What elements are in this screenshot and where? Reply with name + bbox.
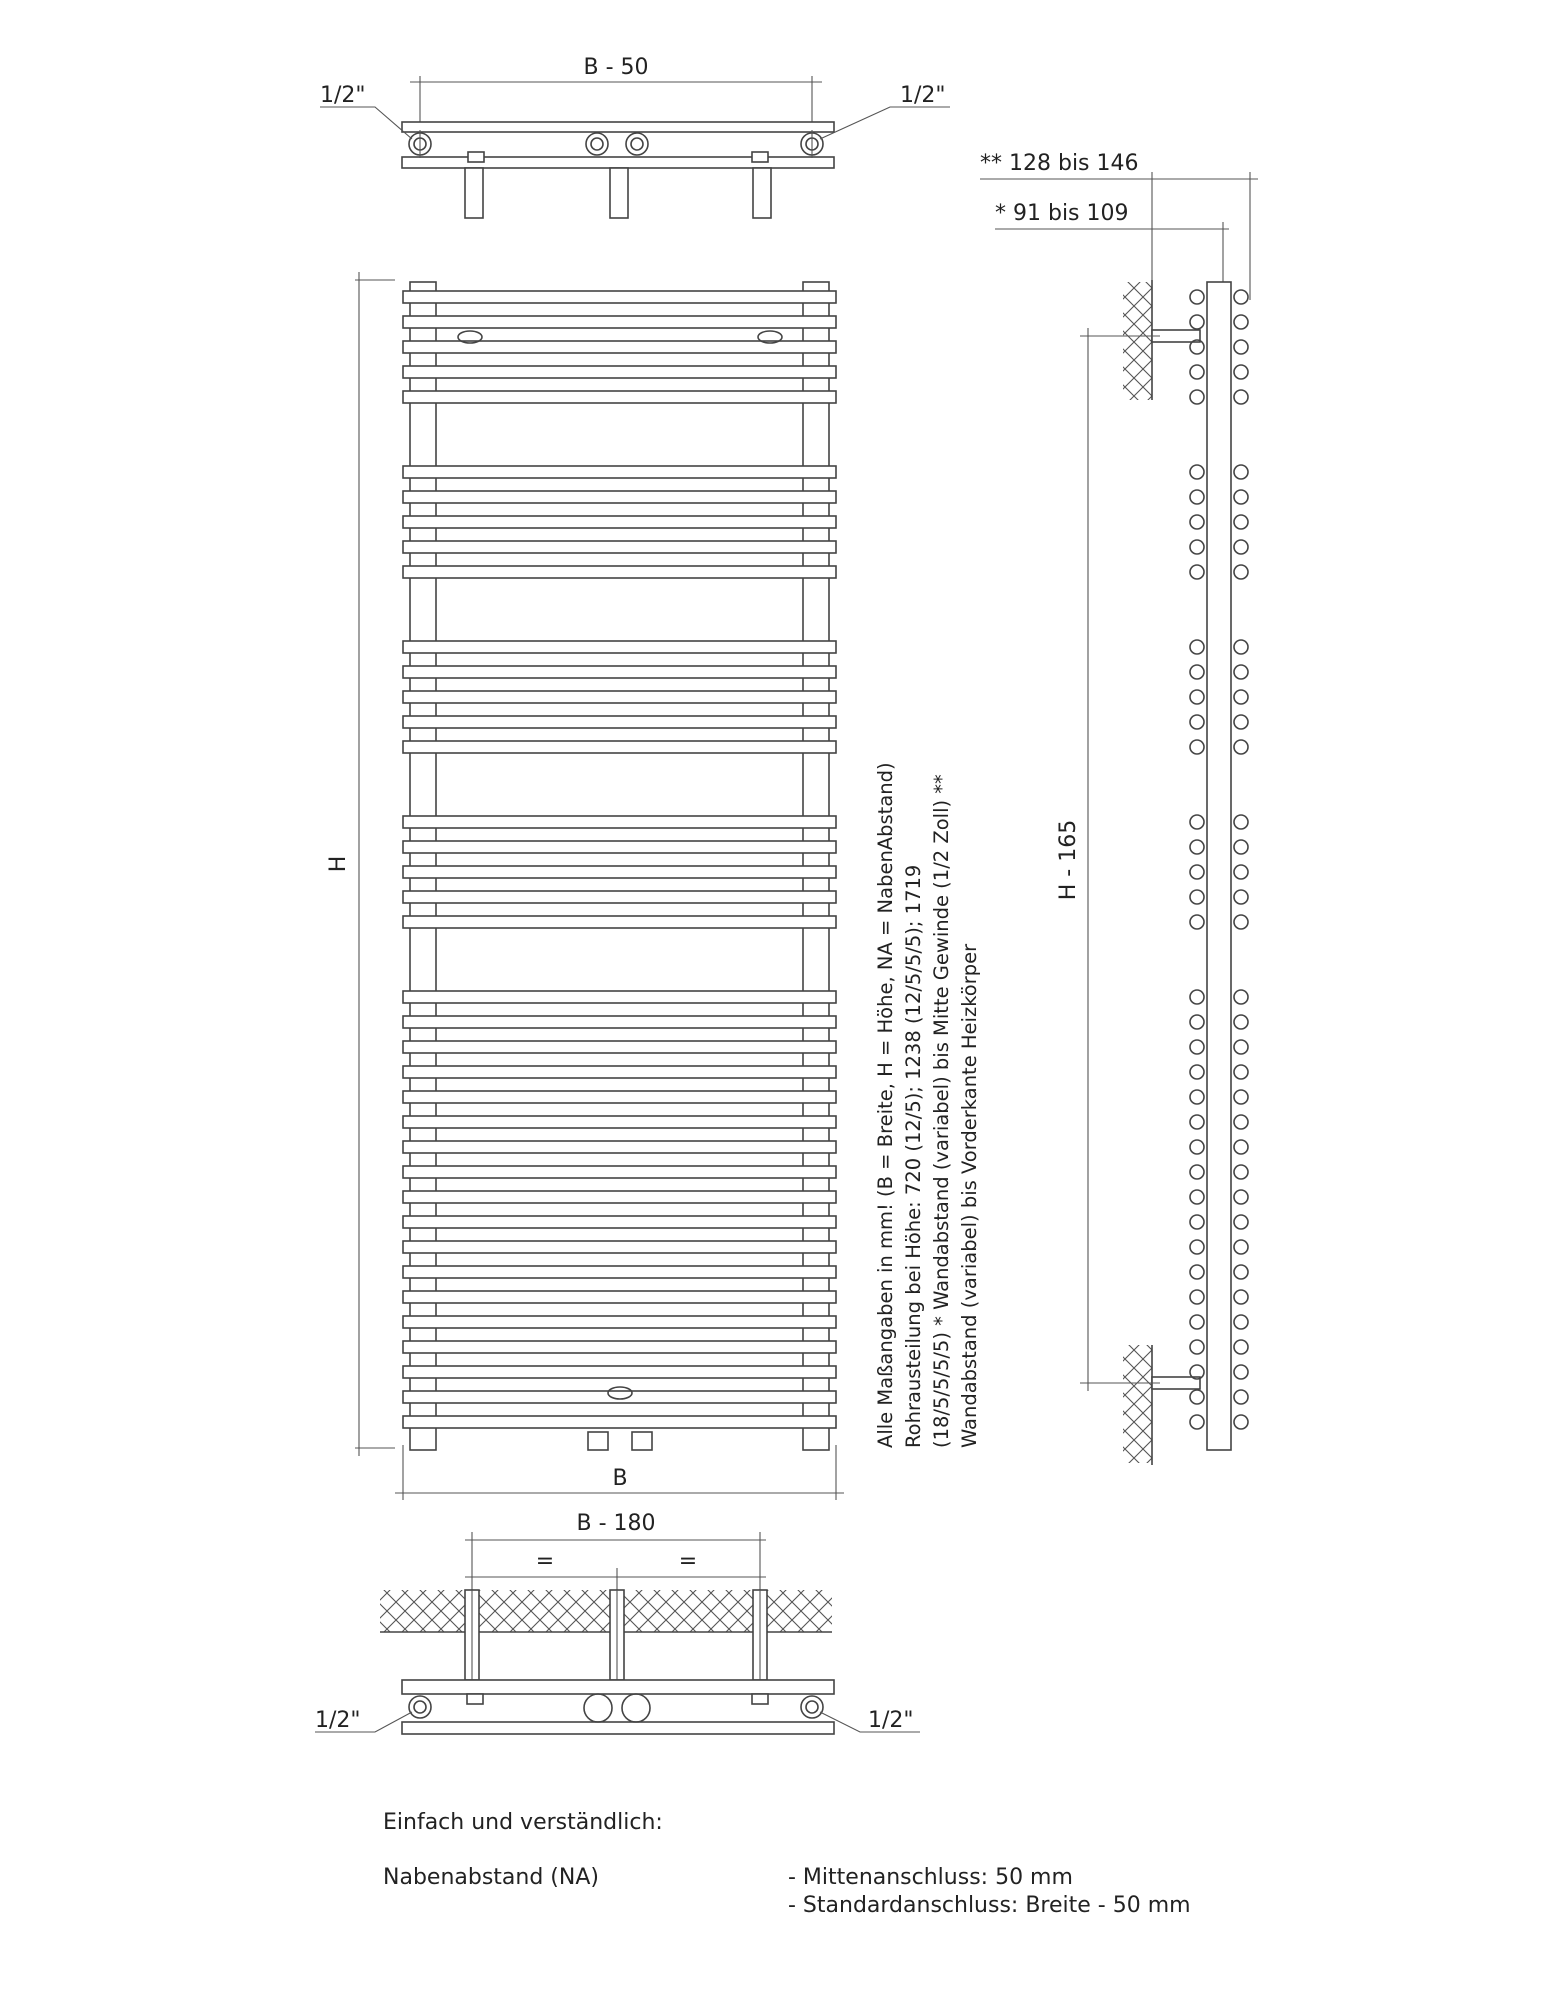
tube-section: [1234, 740, 1248, 754]
heating-bar: [403, 1416, 836, 1428]
tube-section: [1190, 1240, 1204, 1254]
heating-bar: [403, 1041, 836, 1053]
heating-bar: [403, 366, 836, 378]
heating-bar: [403, 316, 836, 328]
note-line-1: Alle Maßangaben in mm! (B = Breite, H = Höhe, NA = NabenAbstand): [874, 762, 897, 1448]
top-dim-label: B - 50: [583, 55, 649, 80]
tube-section: [1234, 1415, 1248, 1429]
heating-bar: [403, 741, 836, 753]
tube-section: [1190, 465, 1204, 479]
heating-bar: [403, 1291, 836, 1303]
tube-section: [1190, 1115, 1204, 1129]
tube-section: [1234, 1065, 1248, 1079]
thread-fitting-bottom-left-icon: [409, 1696, 431, 1718]
tube-section: [1190, 715, 1204, 729]
heating-bar: [403, 1341, 836, 1353]
tube-section: [1190, 1415, 1204, 1429]
footer-label: Nabenabstand (NA): [383, 1865, 599, 1890]
tube-section: [1234, 1390, 1248, 1404]
front-width-label: B: [612, 1466, 628, 1491]
tube-section: [1190, 540, 1204, 554]
heating-bar: [403, 666, 836, 678]
tube-section: [1190, 390, 1204, 404]
tube-section: [1234, 1365, 1248, 1379]
thread-fitting-left-icon: [409, 130, 431, 158]
heating-bar: [403, 716, 836, 728]
heating-bar: [403, 466, 836, 478]
heating-bar: [403, 841, 836, 853]
tube-section: [1190, 1190, 1204, 1204]
tube-section: [1234, 690, 1248, 704]
bottom-dim-label: B - 180: [576, 1511, 656, 1536]
tube-section: [1190, 665, 1204, 679]
heating-bar: [403, 1391, 836, 1403]
top-view: [320, 55, 950, 218]
tube-section: [1234, 515, 1248, 529]
heating-bar: [403, 1266, 836, 1278]
tube-section: [1190, 1090, 1204, 1104]
tube-section: [1234, 1315, 1248, 1329]
note-line-3: (18/5/5/5/5) * Wandabstand (variabel) bis Mitte Gewinde (1/2 Zoll) **: [930, 774, 953, 1448]
tube-section: [1190, 840, 1204, 854]
tube-section: [1234, 1090, 1248, 1104]
heating-bar: [403, 1066, 836, 1078]
thread-fitting-right-icon: [801, 130, 823, 158]
heating-bar: [403, 1166, 836, 1178]
front-view: [326, 272, 844, 1500]
front-height-label: H: [326, 855, 351, 873]
heating-bar: [403, 541, 836, 553]
bottom-view: [315, 1511, 920, 1734]
tube-section: [1190, 1315, 1204, 1329]
side-view: [980, 151, 1258, 1465]
tube-section: [1234, 1215, 1248, 1229]
tube-section: [1190, 515, 1204, 529]
tube-section: [1234, 990, 1248, 1004]
heating-bar: [403, 916, 836, 928]
tube-section: [1190, 1265, 1204, 1279]
heating-bar: [403, 1241, 836, 1253]
heating-bar: [403, 691, 836, 703]
footer-line-2: - Standardanschluss: Breite - 50 mm: [788, 1893, 1191, 1918]
heating-bar: [403, 391, 836, 403]
tube-section: [1190, 865, 1204, 879]
side-dim-inner-label: * 91 bis 109: [995, 201, 1129, 226]
tube-section: [1234, 1165, 1248, 1179]
heating-bar: [403, 291, 836, 303]
note-line-2: Rohrausteilung bei Höhe: 720 (12/5); 1238 (12/5/5/5); 1719: [902, 864, 925, 1448]
tube-section: [1190, 1340, 1204, 1354]
tube-section: [1190, 365, 1204, 379]
bottom-equal-left: =: [535, 1549, 555, 1574]
heating-bar: [403, 1116, 836, 1128]
tube-section: [1190, 1215, 1204, 1229]
heating-bar: [403, 641, 836, 653]
tube-section: [1190, 565, 1204, 579]
tube-section: [1234, 840, 1248, 854]
bottom-thread-right-label: 1/2": [868, 1708, 914, 1733]
tube-section: [1190, 690, 1204, 704]
bottom-thread-left-label: 1/2": [315, 1708, 361, 1733]
tube-section: [1190, 890, 1204, 904]
thread-fitting-bottom-right-icon: [801, 1696, 823, 1718]
notes-block: [874, 762, 981, 1448]
tube-section: [1190, 1390, 1204, 1404]
tube-section: [1234, 1140, 1248, 1154]
tube-section: [1234, 1015, 1248, 1029]
tube-section: [1190, 1140, 1204, 1154]
tube-section: [1190, 815, 1204, 829]
heating-bar: [403, 566, 836, 578]
tube-section: [1234, 540, 1248, 554]
heating-bar: [403, 516, 836, 528]
footer-heading: Einfach und verständlich:: [383, 1810, 663, 1835]
tube-section: [1234, 1115, 1248, 1129]
tube-section: [1234, 1190, 1248, 1204]
tube-section: [1234, 1265, 1248, 1279]
tube-section: [1190, 640, 1204, 654]
tube-section: [1190, 1015, 1204, 1029]
tube-section: [1190, 1165, 1204, 1179]
side-dim-outer-label: ** 128 bis 146: [980, 151, 1139, 176]
tube-section: [1190, 315, 1204, 329]
tube-section: [1190, 290, 1204, 304]
heating-bar: [403, 1191, 836, 1203]
tube-section: [1234, 490, 1248, 504]
tube-section: [1234, 465, 1248, 479]
heating-bar: [403, 1091, 836, 1103]
tube-section: [1234, 390, 1248, 404]
heating-bar: [403, 1366, 836, 1378]
tube-section: [1190, 1290, 1204, 1304]
tube-section: [1234, 715, 1248, 729]
tube-section: [1234, 640, 1248, 654]
footer-line-1: - Mittenanschluss: 50 mm: [788, 1865, 1073, 1890]
tube-section: [1234, 915, 1248, 929]
heating-bar: [403, 1316, 836, 1328]
tube-section: [1190, 740, 1204, 754]
tube-section: [1190, 1065, 1204, 1079]
tube-section: [1234, 1340, 1248, 1354]
tube-section: [1234, 290, 1248, 304]
tube-section: [1234, 890, 1248, 904]
tube-section: [1190, 1040, 1204, 1054]
note-line-4: Wandabstand (variabel) bis Vorderkante Heizkörper: [958, 943, 981, 1448]
heating-bar: [403, 816, 836, 828]
tube-section: [1234, 865, 1248, 879]
tube-section: [1234, 340, 1248, 354]
heating-bar: [403, 991, 836, 1003]
side-height-label: H - 165: [1056, 819, 1081, 901]
tube-section: [1234, 365, 1248, 379]
tube-section: [1234, 1240, 1248, 1254]
tube-section: [1234, 1290, 1248, 1304]
heating-bar: [403, 491, 836, 503]
heating-bar: [403, 866, 836, 878]
heating-bar: [403, 891, 836, 903]
top-thread-right-label: 1/2": [900, 83, 946, 108]
heating-bar: [403, 1016, 836, 1028]
tube-section: [1234, 665, 1248, 679]
top-thread-left-label: 1/2": [320, 83, 366, 108]
tube-section: [1190, 915, 1204, 929]
tube-section: [1234, 815, 1248, 829]
tube-section: [1234, 565, 1248, 579]
tube-section: [1190, 990, 1204, 1004]
bottom-equal-right: =: [678, 1549, 698, 1574]
tube-section: [1190, 490, 1204, 504]
heating-bar: [403, 1216, 836, 1228]
heating-bar: [403, 1141, 836, 1153]
tube-section: [1234, 1040, 1248, 1054]
tube-section: [1234, 315, 1248, 329]
